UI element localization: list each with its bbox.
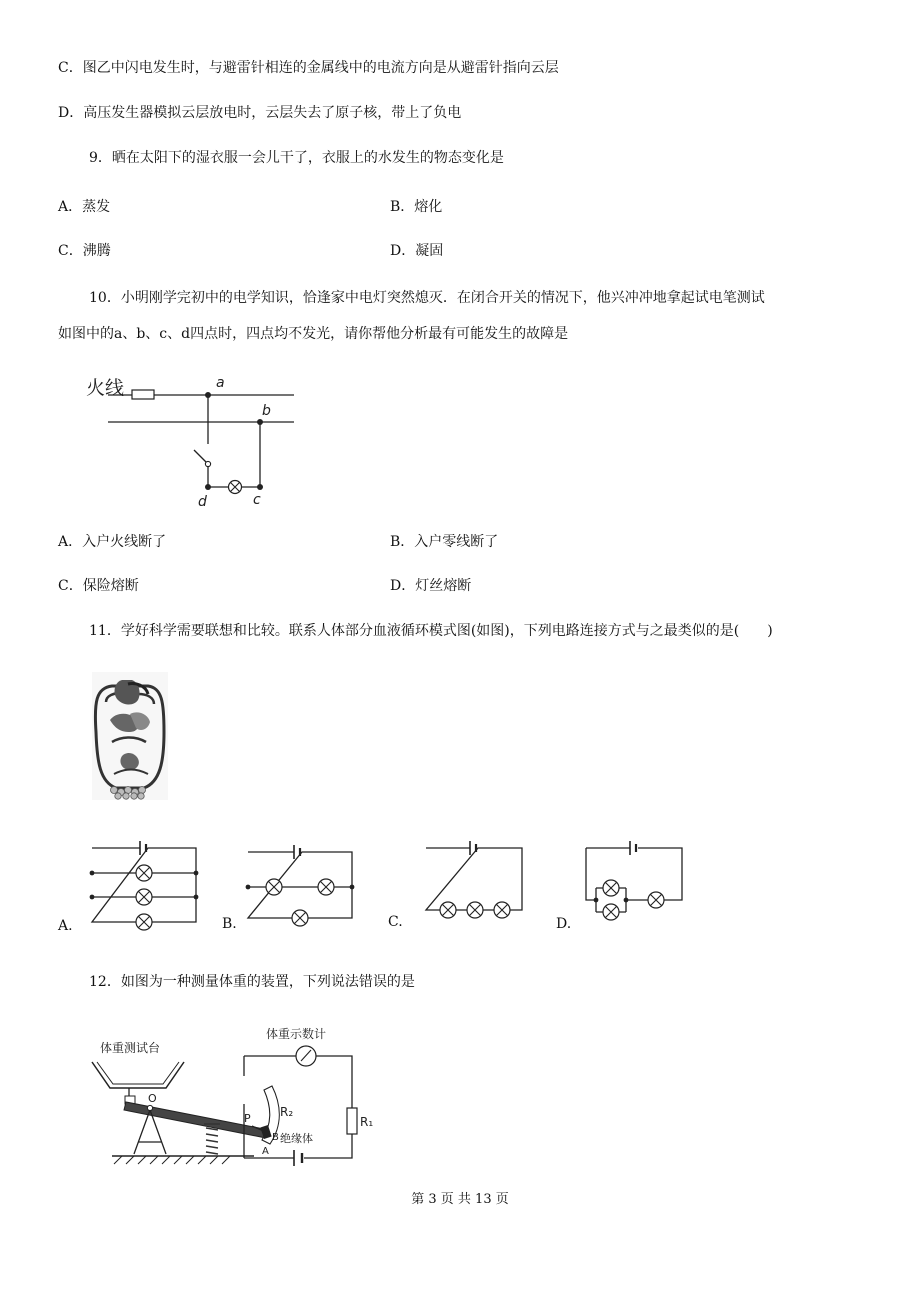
q10-stem-line2: 如图中的a、b、c、d四点时，四点均不发光，请你帮他分析最有可能发生的故障是 — [58, 326, 569, 342]
q9-option-c: C．沸腾 — [58, 243, 111, 259]
q10-junction-d — [205, 484, 211, 490]
q12-label-o: O — [148, 1092, 157, 1105]
q12-label-r1: R₁ — [360, 1115, 374, 1129]
q10-option-c: C．保险熔断 — [58, 578, 139, 594]
q11-circuit-a — [88, 838, 200, 934]
q10-switch-pivot — [205, 461, 210, 466]
q9-option-b: B．熔化 — [390, 199, 443, 215]
page-footer: 第 3 页 共 13 页 — [411, 1192, 509, 1207]
q10-label-a: a — [216, 375, 225, 391]
q10-label-live-wire: 火线 — [86, 377, 125, 399]
q10-label-b: b — [262, 403, 271, 419]
q10-junction-c — [257, 484, 263, 490]
q11-circuit-b — [244, 842, 356, 928]
q8-option-c: C．图乙中闪电发生时，与避雷针相连的金属线中的电流方向是从避雷针指向云层 — [58, 60, 559, 76]
q12-weight-scale-figure — [100, 1026, 374, 1172]
q10-stem-line1: 10．小明刚学完初中的电学知识，恰逢家中电灯突然熄灭．在闭合开关的情况下，他兴冲冲地拿起试电笔测试 — [89, 290, 765, 306]
q12-label-b: B — [272, 1132, 279, 1143]
q12-label-a: A — [262, 1146, 269, 1157]
q10-option-b: B．入户零线断了 — [390, 534, 499, 550]
q10-circuit-figure — [80, 368, 310, 516]
q10-fuse — [132, 390, 154, 399]
q10-lamp — [229, 481, 242, 494]
q11-option-a-label: A. — [58, 918, 73, 934]
q9-option-a: A．蒸发 — [58, 199, 111, 215]
q12-label-r2: R₂ — [280, 1105, 294, 1119]
q11-option-c-label: C. — [388, 914, 403, 930]
q12-stem: 12．如图为一种测量体重的装置，下列说法错误的是 — [89, 974, 415, 990]
q10-option-d: D．灯丝熔断 — [390, 578, 472, 594]
q10-option-a: A．入户火线断了 — [58, 534, 167, 550]
q11-circuit-c — [422, 838, 528, 924]
q11-circuit-d — [582, 838, 688, 930]
q9-option-d: D．凝固 — [390, 243, 444, 259]
q10-label-d: d — [198, 494, 207, 510]
q12-label-p: P — [244, 1112, 251, 1125]
q10-switch-blade — [194, 450, 206, 462]
q11-option-b-label: B. — [222, 916, 237, 932]
q8-option-d: D．高压发生器模拟云层放电时，云层失去了原子核，带上了负电 — [58, 105, 462, 121]
q10-label-c: c — [253, 492, 261, 508]
q12-label-meter: 体重示数计 — [266, 1027, 327, 1041]
q11-option-d-label: D. — [556, 916, 572, 932]
q12-label-platform: 体重测试台 — [100, 1041, 161, 1055]
q11-blood-circulation-figure — [92, 672, 168, 800]
q12-label-insulator: 绝缘体 — [280, 1132, 313, 1145]
q9-stem: 9．晒在太阳下的湿衣服一会儿干了，衣服上的水发生的物态变化是 — [89, 150, 504, 166]
q11-stem: 11．学好科学需要联想和比较。联系人体部分血液循环模式图(如图)，下列电路连接方式与之最类似的是( ) — [89, 623, 773, 639]
q12-resistor-r1 — [347, 1108, 357, 1134]
